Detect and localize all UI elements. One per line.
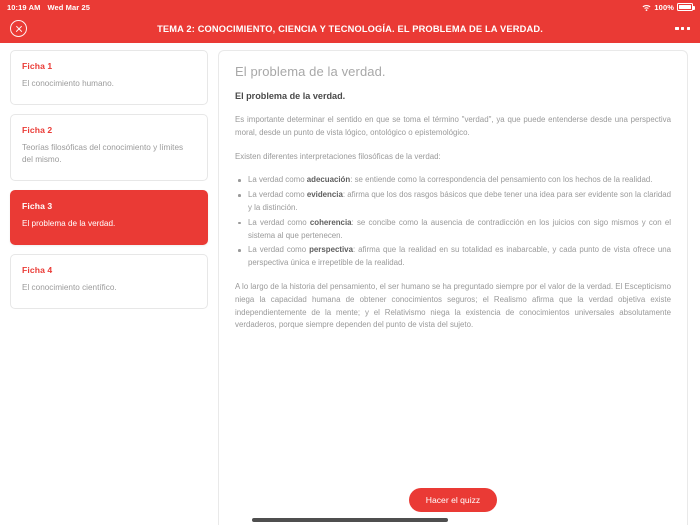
card-description: El conocimiento humano.: [22, 79, 114, 88]
list-item: [235, 189, 671, 215]
status-bar: [0, 0, 700, 14]
close-circle-icon[interactable]: [10, 20, 27, 37]
content-panel-wrapper: [218, 43, 700, 525]
page-title: TEMA 2: CONOCIMIENTO, CIENCIA Y TECNOLOGÍA. EL PROBLEMA DE LA VERDAD.: [157, 23, 543, 34]
app-header: [0, 14, 700, 43]
bullet-lead: La verdad como: [248, 175, 307, 185]
card-description: El problema de la verdad.: [22, 218, 116, 228]
ellipsis-icon[interactable]: [675, 23, 690, 34]
card-description: Teorías filosóficas del conocimiento y límites del mismo.: [22, 143, 184, 165]
bullet-lead: La verdad como: [248, 217, 310, 227]
bullet-rest: : afirma que los dos rasgos básicos que debe tener una idea para ser evidente son la claridad y la distinción.: [248, 190, 672, 212]
status-date: Wed Mar 25: [47, 2, 90, 12]
sidebar-item-ficha-2[interactable]: [10, 114, 208, 181]
paragraph-3: A lo largo de la historia del pensamiento, el ser humano se ha preguntado siempre por el valor de la verdad. El Escepticismo niega la capacidad humana de obtener conocimientos seguros; el Realismo afirma que la verdad objetiva existe independientemente de la mente; y el Relativismo niega la existencia de conocimientos universales absolutamente verdaderos, porque siempre dependen del punto de vista del sujeto.: [235, 281, 671, 330]
bullet-rest: : se concibe como la ausencia de contradicción en los juicios con sigo mismos y con el sistema al que pertenecen.: [248, 217, 671, 240]
document-title: El problema de la verdad.: [235, 64, 386, 79]
document-subtitle: El problema de la verdad.: [235, 91, 346, 101]
app-body: [0, 43, 700, 525]
bullet-term: adecuación: [306, 175, 351, 185]
truth-interpretations-list: [235, 174, 671, 270]
card-description: El conocimiento científico.: [22, 282, 117, 292]
bullet-lead: La verdad como: [248, 190, 307, 200]
list-item: [235, 217, 671, 243]
paragraph-1: Es importante determinar el sentido en que se toma el término "verdad", ya que puede entenderse desde una perspectiva moral, desde un punto de vista lógico, ontológico o epistemológico.: [235, 115, 671, 137]
sidebar-item-ficha-4[interactable]: [10, 254, 208, 309]
bullet-term: perspectiva: [309, 245, 353, 255]
status-bar-left: [7, 3, 90, 12]
quiz-button-container: [219, 488, 687, 512]
take-quiz-button[interactable]: Hacer el quizz: [409, 488, 497, 512]
sidebar-item-ficha-1[interactable]: [10, 50, 208, 105]
card-title: Ficha 1: [22, 61, 53, 71]
card-title: Ficha 2: [22, 125, 53, 135]
list-item: [235, 244, 671, 270]
bullet-term: evidencia: [306, 190, 343, 200]
battery-percent-label: 100%: [654, 2, 674, 12]
sidebar-item-ficha-3[interactable]: [10, 190, 208, 245]
bullet-rest: : afirma que la realidad en su totalidad es inabarcable, y cada punto de vista ofrece una perspectiva única e irrepetible de la realidad.: [248, 245, 671, 268]
wifi-icon: [642, 4, 651, 11]
bullet-rest: : se entiende como la correspondencia del pensamiento con los hechos de la realidad.: [350, 175, 653, 185]
status-time: 10:19 AM: [7, 2, 41, 12]
bullet-term: coherencia: [309, 217, 352, 227]
bullet-lead: La verdad como: [248, 245, 310, 255]
card-title: Ficha 3: [22, 200, 53, 211]
battery-full-icon: [677, 3, 693, 11]
paragraph-2: Existen diferentes interpretaciones filosóficas de la verdad:: [235, 151, 441, 161]
list-item: [235, 174, 671, 187]
card-title: Ficha 4: [22, 264, 53, 275]
sidebar-card-list: [0, 43, 218, 525]
home-indicator[interactable]: [252, 518, 448, 522]
content-panel: [218, 50, 688, 525]
status-bar-right: [642, 3, 693, 12]
